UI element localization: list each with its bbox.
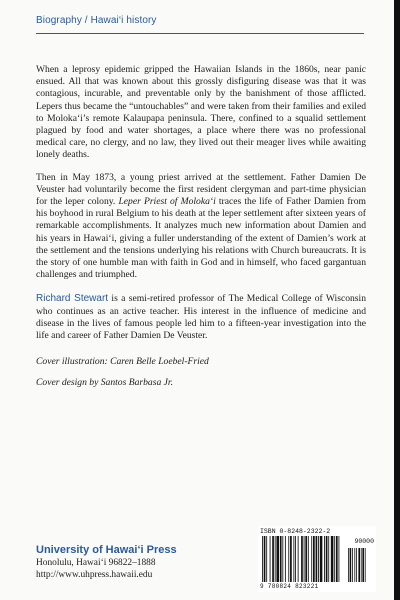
barcode-number: 9 780824 823221 [260, 583, 319, 590]
author-bio-text: is a semi-retired professor of The Medical College of Wisconsin who continues as an active teacher. His interest in the influence of medicine and disease in the lives of famous people led him to a fifteen-year investigation into the life and career of Father Damien De Veuster. [36, 293, 366, 342]
back-cover-text [36, 64, 366, 390]
header-rule [36, 33, 364, 34]
barcode-area [258, 526, 376, 592]
price-code: 90000 [354, 538, 374, 545]
paragraph-2-text-end: traces the life of Father Damien from his boyhood in rural Belgium to his death at the leper settlement after sixteen years of remarkable accomplishments. It analyzes much new information about Damien and his years in Hawai‘i, giving a fuller understanding of the extent of Damien’s work at the settlement and the tensions underlying his relations with Church bureaucrats. It is the story of one humble man with faith in God and in himself, who faced gargantuan challenges and triumphed. [36, 196, 366, 281]
description-paragraph-2 [36, 172, 366, 282]
isbn-text: ISBN 0-8248-2322-2 [260, 528, 331, 535]
page-edge [394, 0, 400, 600]
publisher-name: University of Hawai‘i Press [36, 544, 177, 556]
publisher-url[interactable]: http://www.uhpress.hawaii.edu [36, 570, 153, 580]
publisher-address-block [36, 557, 156, 581]
author-bio [36, 293, 366, 342]
description-paragraph-1: When a leprosy epidemic gripped the Hawaiian Islands in the 1860s, near panic ensued. All that was known about this grossly disfiguring disease was that it was contagious, incurable, and preventable only by the banishment of those afflicted. Lepers thus became the “untouchables” and were taken from their families and exiled to Moloka‘i’s remote Kalaupapa peninsula. There, confined to a squalid settlement plagued by food and water shortages, a place where there was no professional medical care, no clergy, and no law, they lived out their meager lives while awaiting lonely deaths. [36, 64, 366, 161]
author-name: Richard Stewart [36, 293, 109, 305]
publisher-address: Honolulu, Hawai‘i 96822–1888 [36, 558, 156, 568]
book-title-italic: Leper Priest of Moloka‘i [118, 196, 216, 208]
category-label: Biography / Hawai‘i history [36, 15, 157, 26]
cover-illustration-credit: Cover illustration: Caren Belle Loebel-Fried [36, 356, 209, 368]
paragraph-2-text-start: Then in May 1873, a young priest arrived at the settlement. Father Damien De Veuster had voluntarily become the first resident clergyman and part-time physician for the leper colony. [36, 171, 366, 208]
cover-design-credit: Cover design by Santos Barbasa Jr. [36, 377, 173, 389]
